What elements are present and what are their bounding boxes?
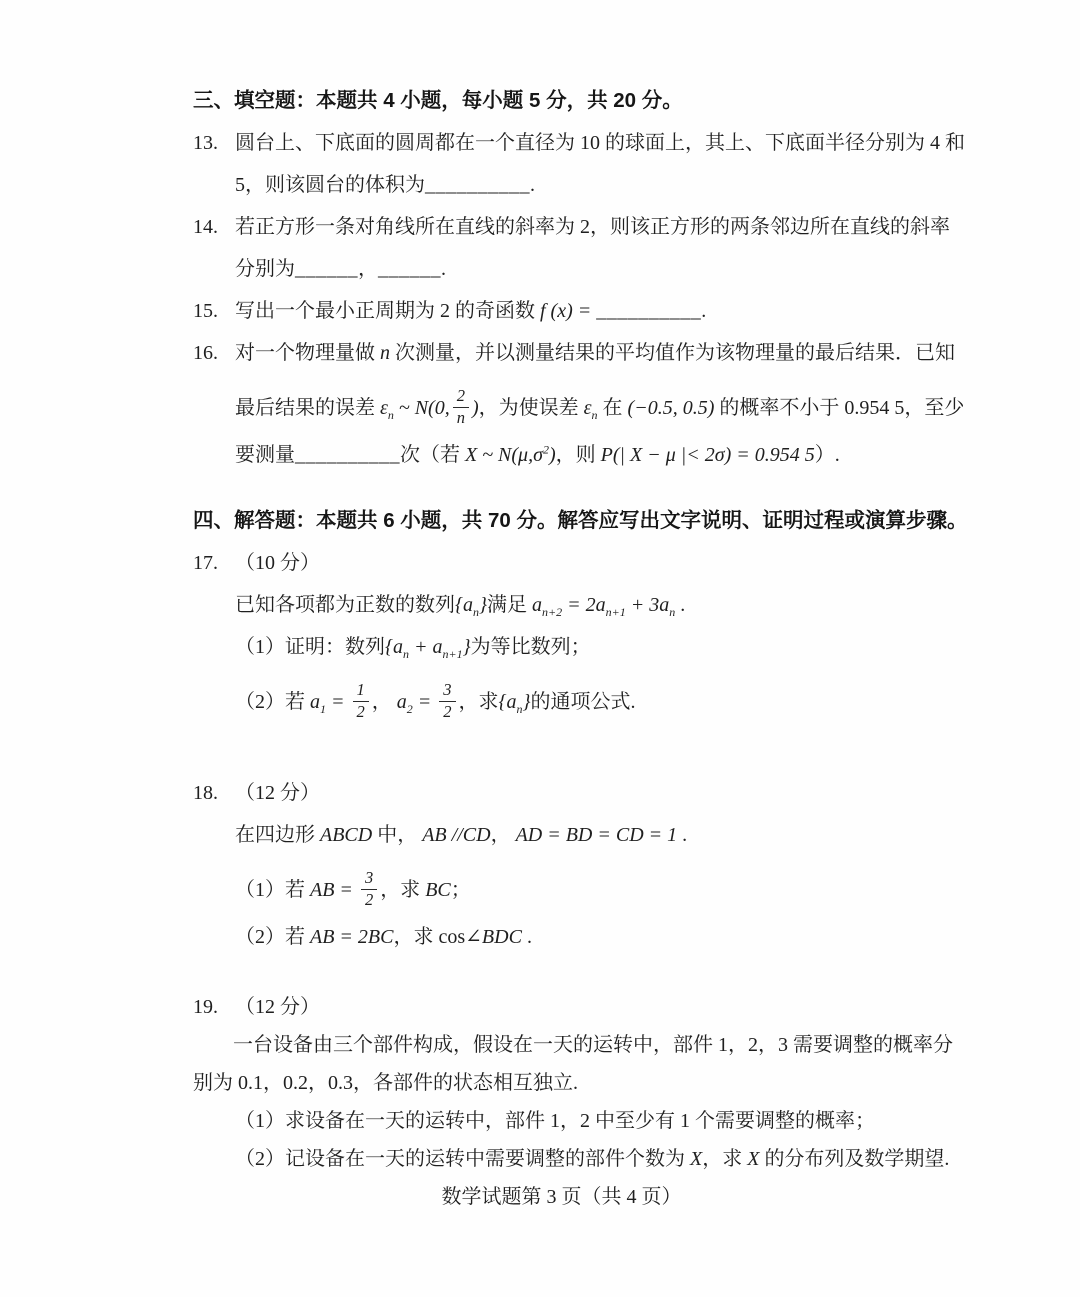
q15-end: . [701,300,707,322]
q19-points: （12 分） [235,996,320,1018]
q19-part2 [235,1144,950,1174]
q17-p1-sub2: n+1 [442,647,463,661]
q16-line2-text: 最后结果的误差 [235,397,380,419]
q14-answer-blank-1: ______ [295,258,358,280]
question-17 [193,548,930,730]
q17-sequence-an [455,594,487,619]
q13-line2-text: 5，则该圆台的体积为 [235,174,425,196]
q18-quad-abcd: ABCD [320,824,373,846]
q19-part2-end: 的分布列及数学期望. [759,1148,950,1170]
q18-part2-mid: ，求 [393,926,439,948]
q17-frac1-denominator: 2 [356,701,365,721]
q18-frac-numerator: 3 [361,869,377,890]
q17-intro-text: 已知各项都为正数的数列 [235,594,455,616]
q18-equalities: AD = BD = CD = 1 [515,824,678,846]
q16-normal-dist-close: ) [471,397,479,419]
q16-x-normal-body: X ~ N(μ,σ [465,444,543,466]
q16-line2 [235,380,965,436]
q17-a2-equals: = [412,691,437,713]
q16-x-normal [465,444,556,466]
q17-part2-comma: ， [371,691,397,713]
q15-text: 写出一个最小正周期为 2 的奇函数 [235,300,540,322]
q17-frac2-numerator: 3 [439,681,455,702]
q17-a2-symbol: a [396,691,407,713]
q17-frac1-numerator: 1 [353,681,369,702]
q18-ab-2bc: AB = 2BC [310,926,394,948]
q18-number: 18. [193,782,218,804]
q19-paragraph-line2: 别为 0.1，0.2，0.3，各部件的状态相互独立. [193,1072,578,1094]
q18-frac-denominator: 2 [364,889,374,909]
q16-zai: 在 [597,397,628,419]
q16-fraction-numerator: 2 [453,387,469,408]
q19-var-x2: X [747,1148,760,1170]
section4-header: 四、解答题：本题共 6 小题，共 70 分。解答应写出文字说明、证明过程或演算步骤。 [193,509,968,532]
q17-seq-open: {a [455,594,473,616]
q16-line3-text: 要测量 [235,444,295,466]
q16-number: 16. [193,342,218,364]
q17-part1-label: （1）证明：数列 [235,636,385,658]
q17-p1-sub1: n [403,647,409,661]
q15-answer-blank: __________ [596,300,702,322]
q14-line2-text: 分别为 [235,258,295,280]
q18-part1-mid: ，求 [380,879,426,901]
q16-epsilon-1 [380,397,394,422]
q14-line2-end: . [441,258,446,280]
q16-ze: ，则 [555,444,601,466]
q18-points: （12 分） [235,782,320,804]
q18-intro-end: . [677,824,688,846]
q17-intro-end: . [675,594,686,616]
q17-fraction-3-over-2 [439,681,455,722]
q17-rec-sub2: n+1 [605,605,626,619]
q17-intro [235,590,930,620]
question-18 [193,778,930,952]
q16-line3 [235,440,930,470]
q18-cos: cos [438,926,466,948]
q17-p2-close: } [522,691,531,713]
q17-intro-mid: 满足 [487,594,532,616]
q17-a1-equals: = [326,691,350,713]
q16-line2-mid: ，为使误差 [478,397,584,419]
q18-part1-end: ； [450,879,471,901]
q16-probability-expression: P(| X − μ |< 2σ) = 0.954 5 [600,444,815,466]
q17-part2-mid: ，求 [458,691,499,713]
q16-epsilon-2 [583,397,598,422]
q17-a2-term [396,691,437,716]
q17-seq-sub: n [473,605,479,619]
q18-part1-label: （1）若 [235,879,310,901]
q17-seq-close: } [479,594,487,616]
q17-part1 [235,632,930,662]
q13-number: 13. [193,132,218,154]
q14-number: 14. [193,216,218,238]
q16-epsilon-1-sub: n [387,408,394,422]
q19-number: 19. [193,996,218,1018]
q18-intro-comma: ， [490,824,516,846]
q18-part2-end: . [521,926,532,948]
q19-paragraph-line1: 一台设备由三个部件构成，假设在一天的运转中，部件 1，2，3 需要调整的概率分 [233,1034,953,1056]
q18-ab-parallel-cd: AB //CD [422,824,491,846]
question-14 [193,212,950,284]
page-footer: 数学试题第 3 页（共 4 页） [441,1186,682,1208]
q18-intro-zhong: 中， [372,824,423,846]
q19-var-x1: X [690,1148,703,1170]
q18-part2 [235,922,930,952]
q16-line1-rest: 次测量，并以测量结果的平均值作为该物理量的最后结果．已知 [390,342,955,364]
q17-part1-sequence [385,636,471,661]
question-19 [193,992,953,1174]
q16-sigma-squared: 2 [542,442,549,457]
q17-recurrence [532,594,676,619]
q17-p1-open: {a [385,636,403,658]
q18-intro-text: 在四边形 [235,824,320,846]
q18-fraction-3-over-2 [361,869,377,910]
q16-var-n: n [380,342,390,364]
question-13 [193,128,965,200]
q15-line [235,296,930,326]
q16-normal-dist-open: ~ N(0, [393,397,450,419]
q18-ab-equals: AB = [310,879,358,901]
q16-fraction-denominator: n [456,407,465,427]
q17-rec-sub3: n [669,605,676,619]
q16-epsilon-2-symbol: ε [583,397,592,419]
q18-bc: BC [425,879,451,901]
q17-rec-a2: = 2a [562,594,606,616]
q17-a2-sub: 2 [406,702,413,716]
q16-answer-blank: __________ [295,444,400,466]
q17-points: （10 分） [235,552,320,574]
q18-angle-bdc: ∠BDC [465,926,522,948]
q19-part1: （1）求设备在一天的运转中，部件 1，2 中至少有 1 个需要调整的概率； [235,1110,875,1132]
question-16 [193,338,965,470]
q19-part2-mid: ，求 [702,1148,748,1170]
q18-part1 [235,862,930,918]
q16-line2-rest: 的概率不小于 0.954 5，至少 [714,397,965,419]
q17-a1-symbol: a [310,691,320,713]
q13-answer-blank: __________ [425,174,530,196]
q16-fraction-2-over-n [453,387,469,428]
q14-answer-blank-2: ______ [378,258,441,280]
q16-line1-text: 对一个物理量做 [235,342,380,364]
q14-line1: 若正方形一条对角线所在直线的斜率为 2，则该正方形的两条邻边所在直线的斜率 [235,216,950,238]
q17-p2-sub: n [516,702,523,716]
q15-fx-expression: f (x) = [540,300,597,322]
q17-part1-end: 为等比数列； [470,636,591,658]
q18-intro [235,820,930,850]
question-15 [193,296,930,326]
q17-part2-sequence [498,691,531,716]
q16-line3-mid: 次（若 [400,444,465,466]
q14-comma: ， [358,258,378,280]
q17-rec-sub1: n+2 [542,605,563,619]
q17-p2-open: {a [498,691,517,713]
q13-line1: 圆台上、下底面的圆周都在一个直径为 10 的球面上，其上、下底面半径分别为 4 和 [235,132,965,154]
q17-p1-plus: + a [409,636,443,658]
q17-fraction-1-over-2 [353,681,369,722]
q16-epsilon-2-sub: n [591,408,598,422]
q17-rec-a1: a [532,594,542,616]
q16-x-normal-close: ) [548,444,556,466]
q17-a1-term [310,691,350,716]
q18-part2-label: （2）若 [235,926,310,948]
q16-line1 [235,338,955,368]
q17-number: 17. [193,552,218,574]
q13-line2-end: . [530,174,535,196]
q17-part2-label: （2）若 [235,691,310,713]
q17-p1-close: } [462,636,471,658]
q17-part2-end: 的通项公式. [530,691,636,713]
q13-line2 [235,170,930,200]
q19-part2-text: （2）记设备在一天的运转中需要调整的部件个数为 [235,1148,690,1170]
q17-part2 [235,674,930,730]
q16-interval: (−0.5, 0.5) [627,397,715,419]
q14-line2 [235,254,930,284]
q16-epsilon-1-symbol: ε [380,397,388,419]
q15-number: 15. [193,300,218,322]
q17-rec-a3: + 3a [625,594,670,616]
q16-line3-end: ）. [814,444,840,466]
section3-header: 三、填空题：本题共 4 小题，每小题 5 分，共 20 分。 [193,89,683,112]
q17-frac2-denominator: 2 [443,701,452,721]
q17-a1-sub: 1 [320,702,326,716]
